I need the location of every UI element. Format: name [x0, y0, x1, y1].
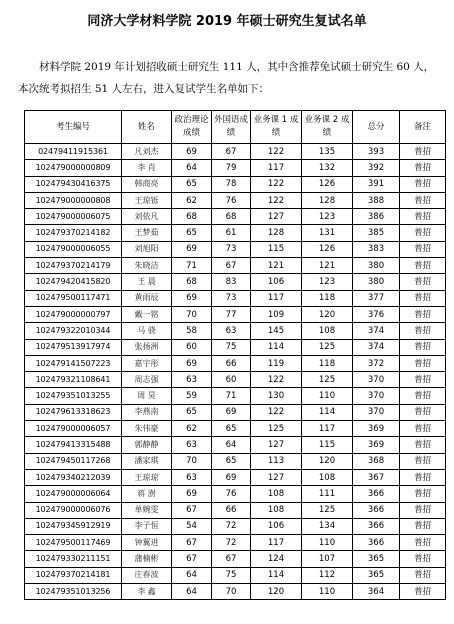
cell-course2: 117: [302, 421, 353, 437]
table-row: [25, 355, 446, 371]
cell-total: 376: [353, 306, 400, 322]
table-row: [25, 323, 446, 339]
cell-course2: 135: [302, 144, 353, 160]
cell-foreign-language: 73: [212, 241, 251, 257]
cell-total: 366: [353, 486, 400, 502]
cell-politics: 60: [172, 339, 212, 355]
cell-candidate-id: 102479345912919: [25, 518, 122, 534]
cell-course2: 132: [302, 160, 353, 176]
cell-course1: 125: [251, 421, 302, 437]
cell-candidate-id: 102479000000808: [25, 192, 122, 208]
cell-remark: 普招: [400, 290, 446, 306]
cell-remark: 普招: [400, 192, 446, 208]
cell-politics: 63: [172, 437, 212, 453]
cell-foreign-language: 72: [212, 535, 251, 551]
cell-candidate-id: 102479351013256: [25, 584, 122, 600]
cell-politics: 68: [172, 209, 212, 225]
cell-politics: 67: [172, 551, 212, 567]
cell-course2: 111: [302, 486, 353, 502]
cell-total: 374: [353, 323, 400, 339]
cell-remark: 普招: [400, 584, 446, 600]
table-row: [25, 486, 446, 502]
cell-politics: 65: [172, 225, 212, 241]
cell-name: 潘家琪: [122, 453, 172, 469]
header-course1-score: 业务课 1 成绩: [251, 111, 302, 144]
cell-course1: 122: [251, 192, 302, 208]
table-row: [25, 144, 446, 160]
cell-remark: 普招: [400, 241, 446, 257]
cell-remark: 普招: [400, 144, 446, 160]
cell-candidate-id: 102479000000809: [25, 160, 122, 176]
table-row: [25, 258, 446, 274]
cell-foreign-language: 72: [212, 518, 251, 534]
cell-remark: 普招: [400, 323, 446, 339]
header-candidate-id: 考生编号: [25, 111, 122, 144]
cell-total: 391: [353, 176, 400, 192]
cell-course2: 120: [302, 306, 353, 322]
cell-course2: 107: [302, 551, 353, 567]
table-row: [25, 306, 446, 322]
cell-politics: 69: [172, 486, 212, 502]
cell-candidate-id: 102479000006076: [25, 502, 122, 518]
cell-course1: 117: [251, 160, 302, 176]
cell-name: 王 晨: [122, 274, 172, 290]
cell-politics: 58: [172, 323, 212, 339]
cell-candidate-id: 102479370214179: [25, 258, 122, 274]
cell-course1: 115: [251, 241, 302, 257]
cell-candidate-id: 102479513917974: [25, 339, 122, 355]
cell-foreign-language: 68: [212, 209, 251, 225]
cell-name: 王琼铄: [122, 192, 172, 208]
cell-total: 380: [353, 274, 400, 290]
cell-course2: 123: [302, 209, 353, 225]
cell-remark: 普招: [400, 518, 446, 534]
cell-total: 365: [353, 551, 400, 567]
cell-foreign-language: 60: [212, 372, 251, 388]
table-row: [25, 567, 446, 583]
cell-total: 392: [353, 160, 400, 176]
cell-course2: 120: [302, 453, 353, 469]
header-politics-score: 政治理论成绩: [172, 111, 212, 144]
cell-remark: 普招: [400, 502, 446, 518]
cell-name: 蒲楠彬: [122, 551, 172, 567]
cell-politics: 69: [172, 355, 212, 371]
cell-candidate-id: 102479413315488: [25, 437, 122, 453]
cell-name: 周志强: [122, 372, 172, 388]
cell-name: 刘旭阳: [122, 241, 172, 257]
cell-course1: 117: [251, 535, 302, 551]
cell-course2: 125: [302, 339, 353, 355]
table-header-row: [25, 111, 446, 144]
cell-course1: 122: [251, 176, 302, 192]
cell-foreign-language: 78: [212, 176, 251, 192]
cell-remark: 普招: [400, 567, 446, 583]
candidate-table: [24, 110, 446, 600]
cell-name: 刘依凡: [122, 209, 172, 225]
cell-foreign-language: 64: [212, 437, 251, 453]
cell-candidate-id: 102479500117469: [25, 535, 122, 551]
cell-course2: 115: [302, 437, 353, 453]
table-row: [25, 453, 446, 469]
cell-candidate-id: 102479000000797: [25, 306, 122, 322]
cell-politics: 70: [172, 453, 212, 469]
cell-total: 383: [353, 241, 400, 257]
cell-remark: 普招: [400, 453, 446, 469]
table-row: [25, 241, 446, 257]
cell-remark: 普招: [400, 469, 446, 485]
cell-total: 374: [353, 339, 400, 355]
cell-course1: 121: [251, 258, 302, 274]
cell-course2: 108: [302, 323, 353, 339]
cell-course2: 110: [302, 388, 353, 404]
cell-politics: 70: [172, 306, 212, 322]
cell-course1: 109: [251, 306, 302, 322]
table-row: [25, 518, 446, 534]
cell-foreign-language: 69: [212, 469, 251, 485]
cell-remark: 普招: [400, 160, 446, 176]
table-row: [25, 388, 446, 404]
cell-course2: 114: [302, 404, 353, 420]
cell-course1: 113: [251, 453, 302, 469]
cell-remark: 普招: [400, 258, 446, 274]
table-row: [25, 176, 446, 192]
cell-politics: 59: [172, 388, 212, 404]
cell-foreign-language: 69: [212, 404, 251, 420]
cell-remark: 普招: [400, 209, 446, 225]
cell-course1: 130: [251, 388, 302, 404]
cell-politics: 63: [172, 372, 212, 388]
cell-course2: 118: [302, 355, 353, 371]
cell-course1: 119: [251, 355, 302, 371]
cell-name: 周 昊: [122, 388, 172, 404]
cell-candidate-id: 102479340212039: [25, 469, 122, 485]
cell-total: 380: [353, 258, 400, 274]
cell-course2: 128: [302, 192, 353, 208]
cell-politics: 62: [172, 421, 212, 437]
cell-total: 386: [353, 209, 400, 225]
cell-politics: 64: [172, 584, 212, 600]
cell-course1: 122: [251, 144, 302, 160]
cell-course1: 117: [251, 290, 302, 306]
cell-candidate-id: 102479613318623: [25, 404, 122, 420]
cell-politics: 71: [172, 258, 212, 274]
cell-foreign-language: 65: [212, 421, 251, 437]
cell-name: 李 鑫: [122, 584, 172, 600]
header-foreign-language-score: 外国语成绩: [212, 111, 251, 144]
table-row: [25, 404, 446, 420]
cell-foreign-language: 66: [212, 355, 251, 371]
cell-remark: 普招: [400, 306, 446, 322]
header-total-score: 总分: [353, 111, 400, 144]
cell-foreign-language: 67: [212, 258, 251, 274]
cell-name: 单婉雯: [122, 502, 172, 518]
cell-candidate-id: 102479000006075: [25, 209, 122, 225]
cell-foreign-language: 71: [212, 388, 251, 404]
table-row: [25, 225, 446, 241]
cell-total: 366: [353, 535, 400, 551]
cell-course2: 125: [302, 502, 353, 518]
cell-politics: 63: [172, 469, 212, 485]
cell-candidate-id: 102479141507223: [25, 355, 122, 371]
cell-total: 369: [353, 421, 400, 437]
cell-course2: 110: [302, 535, 353, 551]
cell-total: 370: [353, 388, 400, 404]
cell-course1: 120: [251, 584, 302, 600]
cell-foreign-language: 83: [212, 274, 251, 290]
cell-course2: 131: [302, 225, 353, 241]
cell-candidate-id: 102479430416375: [25, 176, 122, 192]
cell-politics: 69: [172, 290, 212, 306]
cell-politics: 67: [172, 535, 212, 551]
cell-name: 黄雨辰: [122, 290, 172, 306]
table-row: [25, 469, 446, 485]
cell-foreign-language: 66: [212, 502, 251, 518]
cell-politics: 65: [172, 176, 212, 192]
cell-total: 368: [353, 453, 400, 469]
cell-total: 370: [353, 404, 400, 420]
cell-remark: 普招: [400, 437, 446, 453]
cell-foreign-language: 76: [212, 192, 251, 208]
table-row: [25, 551, 446, 567]
cell-candidate-id: 102479351013255: [25, 388, 122, 404]
cell-foreign-language: 75: [212, 339, 251, 355]
cell-candidate-id: 02479411915361: [25, 144, 122, 160]
header-remark: 备注: [400, 111, 446, 144]
cell-politics: 64: [172, 160, 212, 176]
table-row: [25, 437, 446, 453]
cell-foreign-language: 61: [212, 225, 251, 241]
table-row: [25, 584, 446, 600]
cell-course1: 122: [251, 404, 302, 420]
cell-course1: 128: [251, 225, 302, 241]
cell-foreign-language: 67: [212, 144, 251, 160]
cell-course1: 127: [251, 437, 302, 453]
cell-candidate-id: 102479330211151: [25, 551, 122, 567]
cell-name: 蒋 澍: [122, 486, 172, 502]
cell-politics: 67: [172, 502, 212, 518]
cell-candidate-id: 102479000006064: [25, 486, 122, 502]
cell-candidate-id: 102479500117471: [25, 290, 122, 306]
cell-remark: 普招: [400, 274, 446, 290]
cell-politics: 69: [172, 144, 212, 160]
cell-course1: 127: [251, 209, 302, 225]
cell-foreign-language: 77: [212, 306, 251, 322]
cell-course2: 121: [302, 258, 353, 274]
cell-candidate-id: 102479420415820: [25, 274, 122, 290]
cell-remark: 普招: [400, 486, 446, 502]
cell-candidate-id: 102479450117268: [25, 453, 122, 469]
cell-total: 370: [353, 372, 400, 388]
cell-name: 李燕南: [122, 404, 172, 420]
header-course2-score: 业务课 2 成绩: [302, 111, 353, 144]
cell-course1: 114: [251, 567, 302, 583]
table-row: [25, 274, 446, 290]
table-row: [25, 535, 446, 551]
cell-course2: 118: [302, 290, 353, 306]
cell-foreign-language: 76: [212, 486, 251, 502]
cell-course1: 106: [251, 518, 302, 534]
cell-total: 366: [353, 502, 400, 518]
cell-total: 385: [353, 225, 400, 241]
cell-course1: 124: [251, 551, 302, 567]
cell-name: 王琼琼: [122, 469, 172, 485]
cell-remark: 普招: [400, 225, 446, 241]
table-row: [25, 339, 446, 355]
cell-politics: 64: [172, 567, 212, 583]
document-title: 同济大学材料学院 2019 年硕士研究生复试名单: [87, 14, 367, 29]
cell-total: 372: [353, 355, 400, 371]
cell-name: 嘉宇彤: [122, 355, 172, 371]
cell-name: 戴一铭: [122, 306, 172, 322]
cell-name: 钟翼进: [122, 535, 172, 551]
cell-course1: 114: [251, 339, 302, 355]
cell-foreign-language: 63: [212, 323, 251, 339]
cell-foreign-language: 73: [212, 290, 251, 306]
cell-total: 365: [353, 567, 400, 583]
cell-politics: 68: [172, 274, 212, 290]
cell-remark: 普招: [400, 535, 446, 551]
cell-course1: 122: [251, 372, 302, 388]
cell-name: 李子恒: [122, 518, 172, 534]
cell-name: 庄春波: [122, 567, 172, 583]
cell-candidate-id: 102479321108641: [25, 372, 122, 388]
cell-candidate-id: 102479000006055: [25, 241, 122, 257]
cell-politics: 69: [172, 241, 212, 257]
cell-name: 李 肖: [122, 160, 172, 176]
cell-course1: 108: [251, 502, 302, 518]
cell-remark: 普招: [400, 176, 446, 192]
cell-course1: 106: [251, 274, 302, 290]
cell-foreign-language: 79: [212, 160, 251, 176]
cell-course2: 126: [302, 176, 353, 192]
cell-course2: 126: [302, 241, 353, 257]
cell-course2: 108: [302, 469, 353, 485]
cell-total: 366: [353, 518, 400, 534]
cell-course2: 134: [302, 518, 353, 534]
cell-total: 377: [353, 290, 400, 306]
cell-total: 393: [353, 144, 400, 160]
cell-candidate-id: 102479322010344: [25, 323, 122, 339]
cell-total: 364: [353, 584, 400, 600]
cell-course2: 112: [302, 567, 353, 583]
cell-remark: 普招: [400, 404, 446, 420]
cell-name: 朱伟豪: [122, 421, 172, 437]
cell-remark: 普招: [400, 339, 446, 355]
table-row: [25, 290, 446, 306]
cell-name: 郭静静: [122, 437, 172, 453]
cell-course1: 127: [251, 469, 302, 485]
cell-total: 367: [353, 469, 400, 485]
table-row: [25, 421, 446, 437]
cell-politics: 62: [172, 192, 212, 208]
cell-name: 韩商亮: [122, 176, 172, 192]
cell-foreign-language: 70: [212, 584, 251, 600]
cell-course1: 145: [251, 323, 302, 339]
cell-foreign-language: 67: [212, 551, 251, 567]
cell-name: 马 骁: [122, 323, 172, 339]
cell-politics: 65: [172, 404, 212, 420]
cell-course2: 125: [302, 372, 353, 388]
table-row: [25, 372, 446, 388]
table-row: [25, 160, 446, 176]
table-row: [25, 502, 446, 518]
cell-total: 388: [353, 192, 400, 208]
intro-paragraph: 材料学院 2019 年计划招收硕士研究生 111 人，其中含推荐免试硕士研究生 60 人，本次统考拟招生 51 人左右，进入复试学生名单如下：: [18, 61, 435, 95]
table-row: [25, 209, 446, 225]
cell-name: 凡刘杰: [122, 144, 172, 160]
cell-course2: 110: [302, 584, 353, 600]
cell-name: 张扬洲: [122, 339, 172, 355]
cell-foreign-language: 75: [212, 567, 251, 583]
cell-remark: 普招: [400, 388, 446, 404]
cell-remark: 普招: [400, 372, 446, 388]
cell-total: 369: [353, 437, 400, 453]
cell-name: 王梦茹: [122, 225, 172, 241]
cell-candidate-id: 102479370214182: [25, 225, 122, 241]
cell-remark: 普招: [400, 421, 446, 437]
cell-course2: 123: [302, 274, 353, 290]
table-row: [25, 192, 446, 208]
cell-candidate-id: 102479370214181: [25, 567, 122, 583]
cell-foreign-language: 65: [212, 453, 251, 469]
header-name: 姓名: [122, 111, 172, 144]
cell-remark: 普招: [400, 551, 446, 567]
cell-politics: 54: [172, 518, 212, 534]
cell-remark: 普招: [400, 355, 446, 371]
cell-candidate-id: 102479000006057: [25, 421, 122, 437]
cell-course1: 108: [251, 486, 302, 502]
cell-name: 朱晓洁: [122, 258, 172, 274]
